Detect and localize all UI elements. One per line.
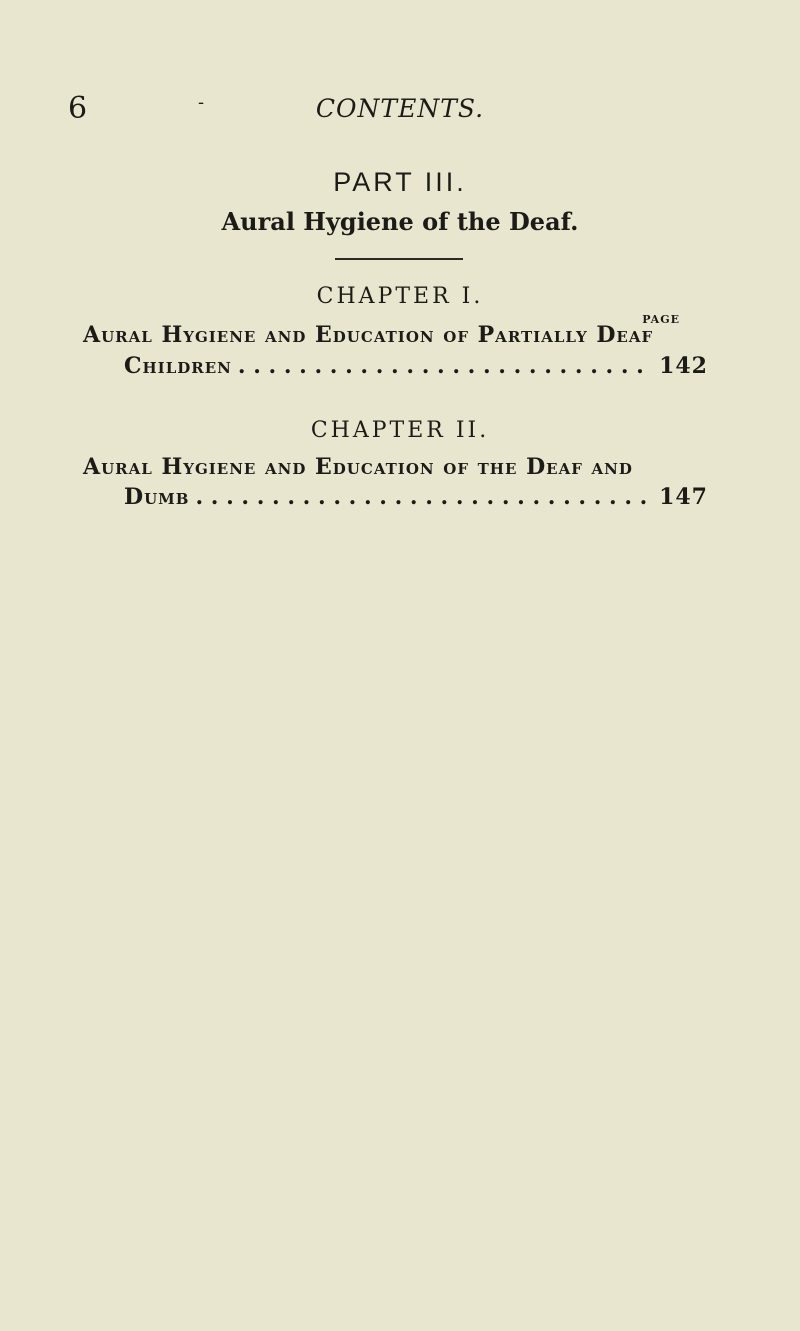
- chapter-1-entry-line2: Children: [124, 353, 232, 379]
- running-title: CONTENTS.: [315, 94, 485, 123]
- chapter-2-entry-line1: Aural Hygiene and Education of the Deaf and: [83, 454, 633, 480]
- chapter-2-heading: CHAPTER II.: [310, 418, 490, 443]
- page-column-label: PAGE: [642, 313, 680, 326]
- running-head-mark: -: [198, 92, 205, 113]
- chapter-1-heading: CHAPTER I.: [316, 284, 484, 309]
- chapter-2-page-number: 147: [659, 484, 708, 510]
- part-subtitle: Aural Hygiene of the Deaf.: [221, 207, 579, 236]
- part-heading: PART III.: [333, 167, 467, 197]
- section-rule: [335, 258, 463, 260]
- chapter-2-entry-line2: Dumb: [124, 484, 190, 510]
- chapter-1-entry-line1: Aural Hygiene and Education of Partially Deaf: [83, 322, 654, 348]
- chapter-1-page-number: 142: [659, 353, 708, 379]
- dot-leader: [238, 352, 653, 380]
- chapter-2-entry: [124, 483, 708, 511]
- page-number: 6: [68, 91, 88, 126]
- dot-leader: [195, 483, 653, 511]
- chapter-1-entry: [124, 352, 708, 380]
- running-head: [0, 92, 800, 126]
